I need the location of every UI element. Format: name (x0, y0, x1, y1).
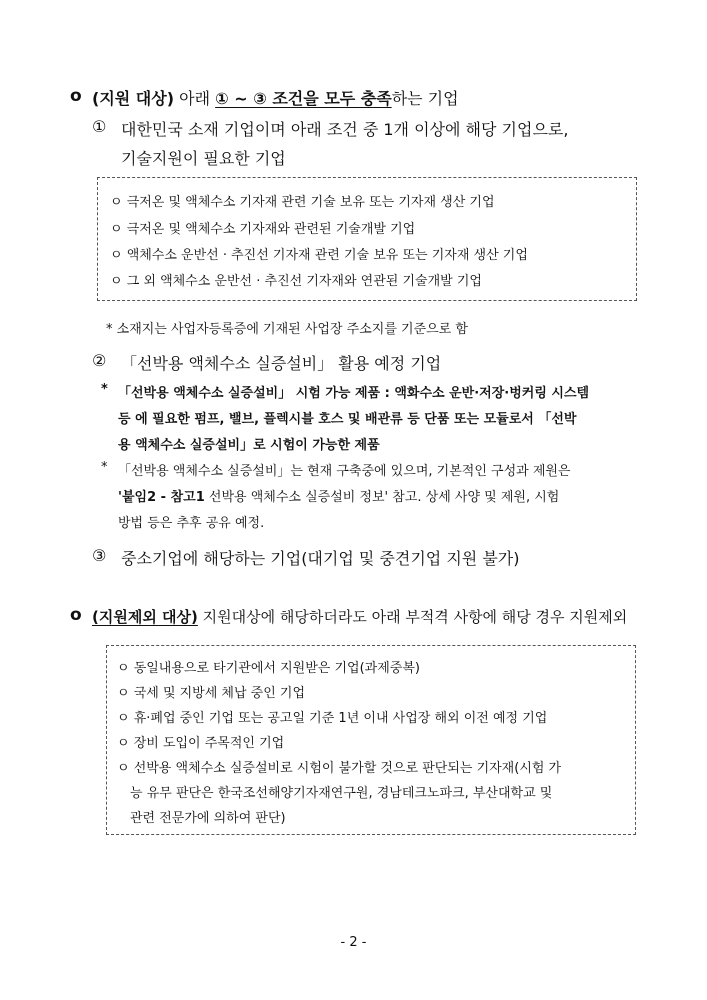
section1-title: (지원 대상) (92, 89, 175, 108)
criteria-item: ㅇ 극저온 및 액체수소 기자재 관련 기술 보유 또는 기자재 생산 기업 (110, 195, 495, 210)
exclusion-item: ㅇ 선박용 액체수소 실증설비로 시험이 불가할 것으로 판단되는 기자재(시험 가 (117, 761, 562, 776)
section2-heading (92, 606, 627, 627)
exclusion-criteria-box (106, 645, 636, 835)
exclusion-item-continued: 관련 전문가에 의하여 판단) (130, 811, 286, 826)
facility-note-reference: '붙임2 - 참고1 (118, 490, 205, 505)
page-number: - 2 - (340, 935, 367, 950)
item3-num: ③ (92, 546, 107, 565)
section1-condition-range: ① ~ ③ 조건을 모두 충족 (215, 89, 392, 108)
facility-note-line3: 방법 등은 추후 공유 예정. (118, 516, 265, 531)
item2-text: 「선박용 액체수소 실증설비」 활용 예정 기업 (121, 354, 442, 373)
location-note: * 소재지는 사업자등록증에 기재된 사업장 주소지를 기준으로 함 (106, 322, 468, 337)
criteria-item: ㅇ 액체수소 운반선 · 추진선 기자재 관련 기술 보유 또는 기자재 생산 기업 (110, 248, 528, 263)
section1-heading (92, 86, 459, 109)
test-product-note-line1: 「선박용 액체수소 실증설비」 시험 가능 제품 : 액화수소 운반·저장·벙커링 시스템 (118, 386, 590, 401)
test-product-note-star: * (101, 382, 108, 397)
section1-suffix: 하는 기업 (391, 89, 459, 108)
item1-num: ① (92, 117, 107, 136)
section1-bullet: o (70, 86, 82, 106)
section2-bullet: o (70, 605, 82, 625)
facility-note-star: * (101, 460, 108, 475)
item1-line1: 대한민국 소재 기업이며 아래 조건 중 1개 이상에 해당 기업으로, (121, 120, 569, 139)
item1-line2: 기술지원이 필요한 기업 (121, 149, 286, 168)
section2-text: 지원대상에 해당하더라도 아래 부적격 사항에 해당 경우 지원제외 (202, 608, 628, 626)
exclusion-item: ㅇ 휴·폐업 중인 기업 또는 공고일 기준 1년 이내 사업장 해외 이전 예정 기업 (117, 711, 548, 726)
exclusion-item: ㅇ 장비 도입이 주목적인 기업 (117, 736, 285, 751)
facility-note-line1: 「선박용 액체수소 실증설비」는 현재 구축중에 있으며, 기본적인 구성과 제원은 (118, 464, 571, 479)
test-product-note-line2: 등 에 필요한 펌프, 밸브, 플렉시블 호스 및 배관류 등 단품 또는 모듈로서 「선박 (118, 412, 577, 427)
item3-text: 중소기업에 해당하는 기업(대기업 및 중견기업 지원 불가) (121, 549, 520, 568)
criteria-item: ㅇ 극저온 및 액체수소 기자재와 관련된 기술개발 기업 (110, 222, 416, 237)
section2-title: (지원제외 대상) (92, 608, 198, 626)
exclusion-item-continued: 능 유무 판단은 한국조선해양기자재연구원, 경남테크노파크, 부산대학교 및 (130, 786, 553, 801)
item2-num: ② (92, 351, 107, 370)
support-criteria-box (97, 177, 637, 301)
criteria-item: ㅇ 그 외 액체수소 운반선 · 추진선 기자재와 연관된 기술개발 기업 (110, 274, 482, 289)
exclusion-item: ㅇ 국세 및 지방세 체납 중인 기업 (117, 686, 306, 701)
exclusion-item: ㅇ 동일내용으로 타기관에서 지원받은 기업(과제중복) (117, 661, 420, 676)
facility-note-line2 (118, 486, 559, 505)
section1-intro: 아래 (179, 89, 211, 108)
facility-note-line2-rest: 선박용 액체수소 실증설비 정보' 참고. 상세 사양 및 제원, 시험 (208, 490, 560, 505)
test-product-note-line3: 용 액체수소 실증설비」로 시험이 가능한 제품 (118, 438, 380, 453)
